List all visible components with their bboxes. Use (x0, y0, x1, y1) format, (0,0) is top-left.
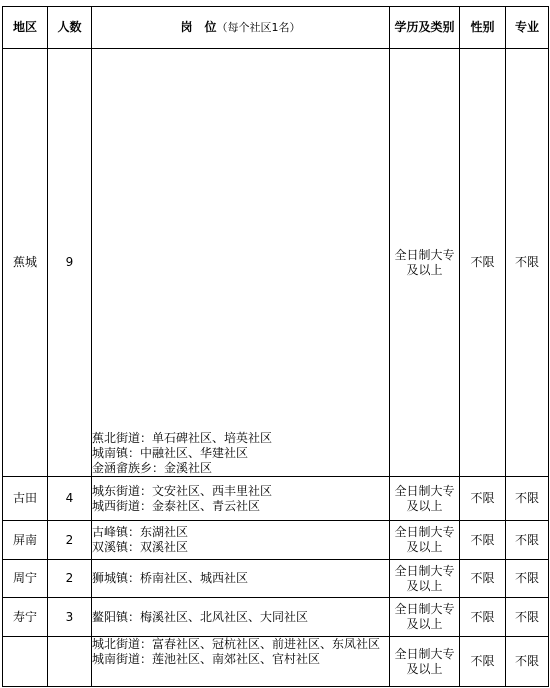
header-education: 学历及类别 (390, 7, 460, 49)
position-line: 金涵畲族乡：金溪社区 (92, 461, 213, 475)
education-cell (390, 637, 460, 687)
position-cell (92, 560, 390, 598)
education-text: 全日制大专及以上 (394, 646, 455, 676)
header-position-label: 岗 位 (180, 20, 217, 34)
major-cell: 不限 (506, 49, 549, 477)
position-line: 鳌阳镇：梅溪社区、北风社区、大同社区 (92, 609, 309, 624)
education-text: 全日制大专及以上 (394, 602, 455, 631)
gender-cell: 不限 (460, 560, 506, 598)
count-cell: 2 (48, 560, 92, 598)
table-row (3, 598, 549, 637)
major-cell: 不限 (506, 598, 549, 637)
gender-cell: 不限 (460, 598, 506, 637)
position-line: 城西街道：金泰社区、青云社区 (92, 498, 261, 513)
count-cell: 2 (48, 521, 92, 560)
recruitment-table (2, 6, 549, 687)
count-cell: 3 (48, 598, 92, 637)
position-line: 城南街道：莲池社区、南郊社区、官村社区 (92, 652, 321, 666)
position-cell (92, 521, 390, 560)
table-row (3, 521, 549, 560)
education-cell (390, 560, 460, 598)
education-text: 全日制大专及以上 (394, 483, 455, 513)
table-row (3, 477, 549, 521)
major-cell: 不限 (506, 477, 549, 521)
position-line: 狮城镇：桥南社区、城西社区 (92, 571, 249, 585)
count-cell (48, 637, 92, 687)
region-cell (3, 637, 48, 687)
position-cell (92, 477, 390, 521)
gender-cell: 不限 (460, 637, 506, 687)
education-text: 全日制大专及以上 (394, 525, 455, 554)
position-line: 双溪镇：双溪社区 (92, 540, 189, 554)
table-row (3, 560, 549, 598)
region-cell: 古田 (3, 477, 48, 521)
position-cell (92, 637, 390, 687)
education-text: 全日制大专及以上 (394, 563, 455, 593)
header-position-note: （每个社区1名） (216, 21, 301, 34)
education-cell (390, 598, 460, 637)
education-cell (390, 521, 460, 560)
region-cell: 周宁 (3, 560, 48, 598)
gender-cell: 不限 (460, 477, 506, 521)
major-cell: 不限 (506, 560, 549, 598)
count-cell: 4 (48, 477, 92, 521)
header-count: 人数 (48, 7, 92, 49)
position-cell (92, 598, 390, 637)
position-cell (92, 49, 390, 477)
education-cell (390, 49, 460, 477)
major-cell: 不限 (506, 637, 549, 687)
header-gender: 性别 (460, 7, 506, 49)
region-cell: 蕉城 (3, 49, 48, 477)
gender-cell: 不限 (460, 521, 506, 560)
region-cell: 寿宁 (3, 598, 48, 637)
header-position (92, 7, 390, 49)
count-cell: 9 (48, 49, 92, 477)
header-major: 专业 (506, 7, 549, 49)
position-line: 城东街道：文安社区、西丰里社区 (92, 483, 273, 498)
header-row (3, 7, 549, 49)
education-text: 全日制大专及以上 (394, 247, 455, 277)
position-line: 古峰镇：东湖社区 (92, 525, 189, 539)
position-line: 城南镇：中融社区、华建社区 (92, 446, 249, 460)
header-region: 地区 (3, 7, 48, 49)
gender-cell: 不限 (460, 49, 506, 477)
position-line: 蕉北街道：单石碑社区、培英社区 (92, 431, 273, 445)
position-line: 城北街道：富春社区、冠杭社区、前进社区、东凤社区 (92, 637, 381, 651)
table-row (3, 637, 549, 687)
education-cell (390, 477, 460, 521)
region-cell: 屏南 (3, 521, 48, 560)
table-row (3, 49, 549, 477)
major-cell: 不限 (506, 521, 549, 560)
